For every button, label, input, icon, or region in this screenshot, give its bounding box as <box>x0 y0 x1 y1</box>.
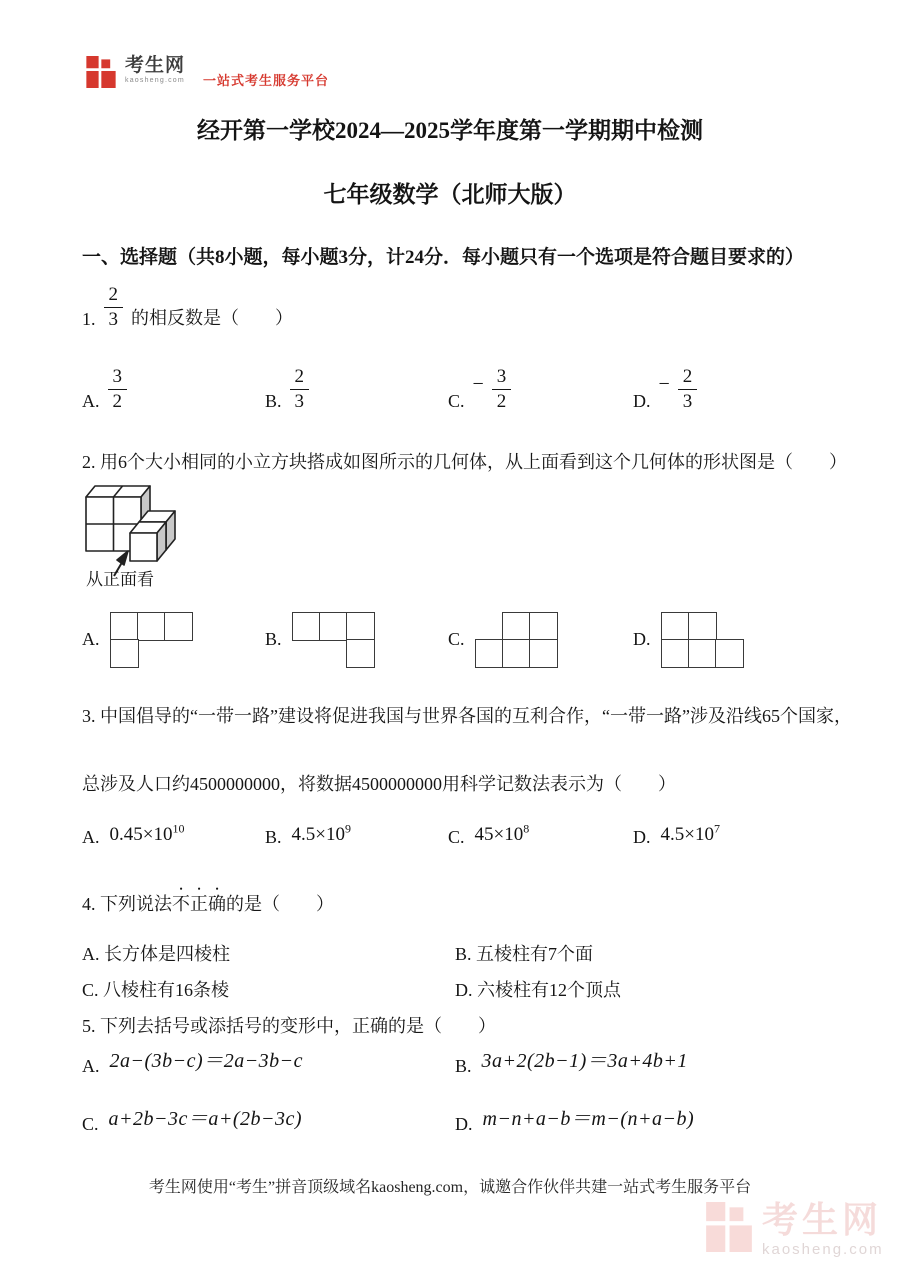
grid-cell-empty <box>137 639 164 666</box>
q1-option-c <box>448 365 511 414</box>
question-1-number: 1. <box>82 308 96 329</box>
brand-domain: kaosheng.com <box>125 77 185 84</box>
question-3-stem-line1: 3. 中国倡导的“一带一路”建设将促进我国与世界各国的互利合作，“一带一路”涉及沿线65个国家， <box>82 706 852 726</box>
option-text: 长方体是四棱柱 <box>104 944 230 964</box>
section-heading: 一、选择题（共8小题，每小题3分，计24分．每小题只有一个选项是符合题目要求的） <box>82 247 805 268</box>
fraction-denominator: 3 <box>678 389 698 414</box>
brand-tagline: 一站式考生服务平台 <box>203 73 330 88</box>
option-formula: m−n+a−b＝m−(n+a−b) <box>482 1108 695 1130</box>
minus-sign: − <box>658 372 670 395</box>
q3-option-d <box>633 821 720 848</box>
option-label: D. <box>455 1114 473 1134</box>
option-label: C. <box>82 1114 99 1134</box>
question-1-text: 的相反数是（ ） <box>131 307 293 328</box>
grid-cell-filled <box>502 612 531 641</box>
option-text: 五棱柱有7个面 <box>476 944 594 964</box>
figure-caption: 从正面看 <box>86 570 154 589</box>
brand-name: 考生网 <box>125 55 186 76</box>
q1-option-d <box>633 365 697 414</box>
kaosheng-logo-icon <box>85 56 117 88</box>
option-formula: 2a−(3b−c)＝2a−3b−c <box>109 1050 304 1072</box>
watermark-brand-name: 考生网 <box>762 1199 883 1240</box>
exam-title: 经开第一学校2024—2025学年度第一学期期中检测 <box>197 118 703 143</box>
grid-cell-filled <box>688 612 717 641</box>
option-fraction <box>108 365 128 414</box>
top-view-grid <box>475 612 556 666</box>
watermark-logo-icon <box>706 1202 752 1252</box>
grid-cell-filled <box>475 639 504 668</box>
q3-option-a <box>82 821 185 848</box>
option-label: A. <box>82 944 100 964</box>
grid-cell-filled <box>661 612 690 641</box>
q2-option-d <box>633 612 742 666</box>
grid-cell-empty <box>319 639 346 666</box>
option-label: D. <box>633 390 651 411</box>
q4-option-d <box>455 976 621 1002</box>
grid-cell-filled <box>110 639 139 668</box>
option-label: D. <box>633 628 651 649</box>
q5-option-b <box>455 1044 688 1077</box>
fraction-denominator: 3 <box>290 389 310 414</box>
option-label: C. <box>82 980 99 1000</box>
q2-option-c <box>448 612 556 666</box>
option-label: C. <box>448 827 465 847</box>
grid-cell-empty <box>164 639 191 666</box>
option-label: B. <box>455 944 472 964</box>
grid-cell-empty <box>292 639 319 666</box>
option-text: 六棱柱有12个顶点 <box>477 980 621 1000</box>
question-3-stem-line2: 总涉及人口约4500000000，将数据4500000000用科学记数法表示为（ ） <box>82 774 676 794</box>
fraction-numerator: 3 <box>112 366 122 387</box>
grid-cell-empty <box>475 612 502 639</box>
footer-text: 考生网使用“考生”拼音顶级域名kaosheng.com，诚邀合作伙伴共建一站式考生服务平台 <box>148 1179 752 1196</box>
grid-cell-filled <box>292 612 321 641</box>
q4-stem-emphasized: 不正确 <box>172 894 226 914</box>
grid-cell-filled <box>661 639 690 668</box>
option-fraction <box>678 365 698 414</box>
question-5-stem: 5. 下列去括号或添括号的变形中，正确的是（ ） <box>82 1016 496 1036</box>
question-4-stem <box>82 884 842 916</box>
option-formula: 3a+2(2b−1)＝3a+4b+1 <box>481 1050 688 1072</box>
option-label: B. <box>265 390 282 411</box>
minus-sign: − <box>472 372 484 395</box>
option-fraction <box>492 365 512 414</box>
grid-cell-filled <box>688 639 717 668</box>
question-1-fraction <box>104 283 124 332</box>
top-view-grid <box>661 612 742 666</box>
grid-cell-filled <box>164 612 193 641</box>
scientific-notation: $45\times 10^8$ <box>474 821 530 845</box>
watermark-brand-domain: kaosheng.com <box>762 1241 884 1258</box>
fraction-numerator: 3 <box>496 366 507 387</box>
top-view-grid <box>292 612 373 666</box>
q4-stem-prefix: 4. 下列说法 <box>82 894 172 914</box>
option-label: B. <box>265 827 282 847</box>
option-formula: a+2b−3c＝a+(2b−3c) <box>108 1108 303 1130</box>
option-label: A. <box>82 827 100 847</box>
q4-option-a <box>82 940 230 966</box>
top-view-grid <box>110 612 191 666</box>
fraction-numerator: 2 <box>682 366 693 387</box>
scientific-notation: $0.45\times 10^{10}$ <box>109 821 185 845</box>
q4-stem-suffix: 的是（ ） <box>226 894 334 914</box>
grid-cell-empty <box>715 612 742 639</box>
watermark-logo <box>706 1199 884 1258</box>
q4-option-c <box>82 976 229 1002</box>
grid-cell-filled <box>346 639 375 668</box>
grid-cell-filled <box>319 612 348 641</box>
exam-subtitle: 七年级数学（北师大版） <box>323 182 577 207</box>
grid-cell-filled <box>110 612 139 641</box>
fraction-denominator: 3 <box>104 307 124 332</box>
option-fraction <box>290 365 310 414</box>
fraction-numerator: 2 <box>108 284 118 305</box>
q3-option-c <box>448 821 530 848</box>
question-2-stem: 2. 用6个大小相同的小立方块搭成如图所示的几何体，从上面看到这个几何体的形状图是（ ） <box>82 452 847 472</box>
fraction-denominator: 2 <box>108 389 128 414</box>
option-label: C. <box>448 390 465 411</box>
option-label: C. <box>448 628 465 649</box>
option-label: A. <box>82 1056 100 1076</box>
q4-option-b <box>455 940 593 966</box>
q5-option-d <box>455 1102 694 1135</box>
option-label: D. <box>633 827 651 847</box>
question-1-stem <box>82 283 293 332</box>
grid-cell-filled <box>137 612 166 641</box>
q3-option-b <box>265 821 351 848</box>
scientific-notation: $4.5\times 10^9$ <box>291 821 351 845</box>
q2-option-a <box>82 612 191 666</box>
scientific-notation: $4.5\times 10^7$ <box>660 821 720 845</box>
cube-figure <box>76 470 266 595</box>
option-label: B. <box>455 1056 472 1076</box>
grid-cell-filled <box>529 612 558 641</box>
option-label: A. <box>82 628 100 649</box>
q5-option-c <box>82 1102 302 1135</box>
option-label: A. <box>82 390 100 411</box>
q2-option-b <box>265 612 373 666</box>
brand-logo <box>85 56 329 89</box>
option-label: B. <box>265 628 282 649</box>
grid-cell-filled <box>529 639 558 668</box>
q1-option-a <box>82 365 127 414</box>
q1-option-b <box>265 365 309 414</box>
fraction-numerator: 2 <box>294 366 305 387</box>
fraction-denominator: 2 <box>492 389 512 414</box>
option-text: 八棱柱有16条棱 <box>103 980 230 1000</box>
grid-cell-filled <box>502 639 531 668</box>
grid-cell-filled <box>715 639 744 668</box>
option-label: D. <box>455 980 473 1000</box>
grid-cell-filled <box>346 612 375 641</box>
q5-option-a <box>82 1044 303 1077</box>
